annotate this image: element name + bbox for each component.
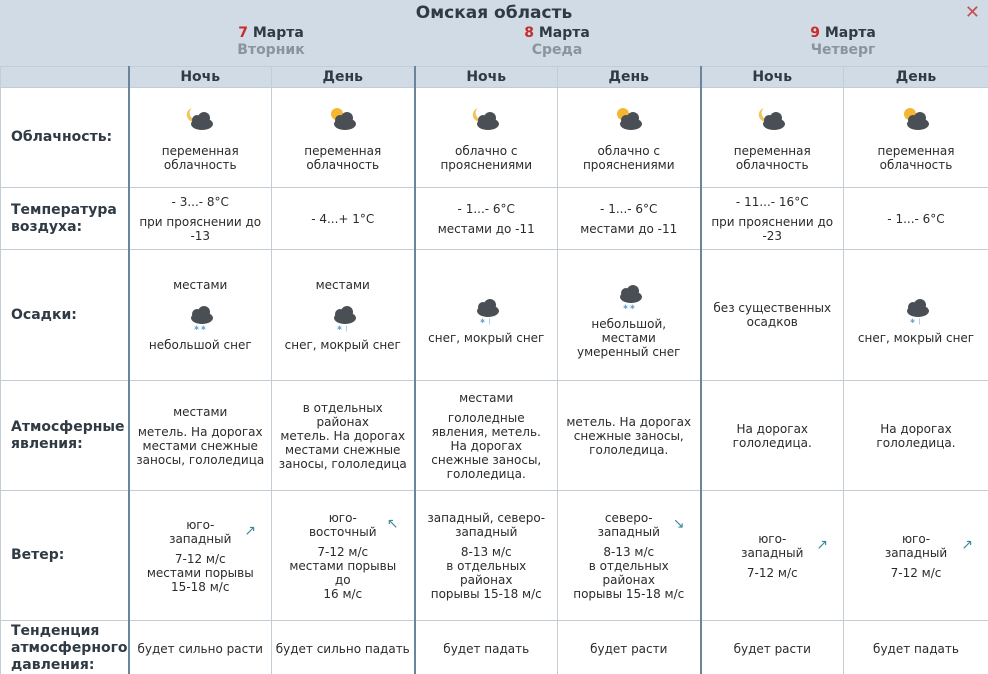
wind-cell (558, 491, 701, 621)
snow-cloud-icon (611, 277, 647, 311)
temp-cell (558, 188, 701, 250)
wind-arrow-icon: ↘ (672, 515, 685, 532)
precip-text: небольшой, (591, 317, 667, 331)
weekday: Вторник (237, 42, 305, 58)
pressure-cell: будет расти (701, 621, 844, 674)
wind-block (561, 511, 697, 601)
wind-cell (701, 491, 844, 621)
day-header-3 (700, 25, 986, 58)
svg-text:✱ ❘: ✱ ❘ (910, 318, 922, 325)
moon-cloud-icon (754, 104, 790, 138)
phenomena-text: метель. На дорогах (566, 414, 692, 429)
precip-text: снег, мокрый снег (857, 331, 975, 345)
wind-direction: юго- (186, 517, 215, 532)
wind-speed: 8-13 м/с (460, 544, 512, 559)
temp-note: при прояснении до (711, 214, 834, 229)
wind-cell (129, 491, 272, 621)
phenomena-text: гололедица. (732, 435, 812, 450)
sun-cloud-icon (898, 104, 934, 138)
wind-arrow-icon: ↗ (961, 536, 973, 553)
wind-speed: 7-12 м/с (174, 551, 226, 566)
wind-arrow-icon: ↗ (244, 522, 256, 539)
precip-text: небольшой снег (148, 338, 252, 352)
temp-note: -23 (762, 228, 783, 243)
svg-text:✱ ✱: ✱ ✱ (194, 325, 207, 332)
precip-text: умеренный снег (577, 345, 681, 359)
phenomena-text: На дорогах (736, 421, 809, 436)
sun-cloud-icon (611, 104, 647, 138)
phenomena-text: местами (173, 404, 228, 419)
label-line: явления: (11, 435, 83, 452)
column-header: День (558, 67, 701, 88)
temp-note: при прояснении до (139, 214, 262, 229)
close-icon[interactable]: ✕ (964, 2, 980, 23)
sleet-cloud-icon (325, 298, 361, 332)
phenomena-cell (415, 381, 558, 491)
wind-cell (844, 491, 988, 621)
cloud-text: облачность (879, 157, 953, 172)
phenomena-text: районах (316, 414, 369, 429)
precip-text: снег, мокрый снег (284, 338, 401, 352)
column-header: Ночь (129, 67, 272, 88)
wind-arrow-icon: ↖ (386, 515, 399, 532)
row-pressure (1, 621, 988, 674)
wind-direction: северо- (604, 510, 653, 525)
phenomena-text: гололедные (447, 410, 525, 425)
row-precipitation (1, 250, 988, 381)
phenomena-text: снежные заносы, (431, 452, 542, 467)
svg-text:✱ ✱: ✱ ✱ (622, 304, 635, 311)
precip-cell (272, 250, 415, 381)
label-line: воздуха: (11, 218, 83, 235)
phenomena-text: метель. На дорогах (137, 424, 263, 439)
row-label (1, 188, 129, 250)
phenomena-text: гололедица. (876, 435, 956, 450)
cloud-text: прояснениями (440, 157, 533, 172)
precip-cell (129, 250, 272, 381)
phenomena-text: заносы, гололедица (136, 452, 265, 467)
wind-speed: 7-12 м/с (317, 544, 369, 559)
precip-cell (701, 250, 844, 381)
wind-direction: западный (455, 524, 518, 539)
cloud-text: переменная (877, 143, 955, 158)
pressure-cell: будет падать (415, 621, 558, 674)
forecast-table (0, 66, 988, 674)
temp-value: - 4...+ 1°C (311, 211, 375, 226)
moon-cloud-icon (182, 104, 218, 138)
day-header-1 (128, 25, 414, 58)
day-number: 7 (238, 25, 248, 41)
wind-direction: западный, северо- (427, 510, 546, 525)
phenomena-text: гололедица. (589, 442, 669, 457)
temp-value: - 1...- 6°C (887, 211, 945, 226)
wind-block (133, 518, 269, 594)
day-number: 8 (524, 25, 534, 41)
wind-block (705, 532, 841, 580)
wind-cell (415, 491, 558, 621)
row-label (1, 621, 129, 674)
wind-speed: 7-12 м/с (746, 565, 798, 580)
forecast-header (0, 0, 988, 66)
temp-value: - 3...- 8°C (171, 194, 229, 209)
phenomena-text: местами снежные (285, 442, 401, 457)
label-line: атмосферного (11, 640, 128, 656)
precip-text: без существенных (713, 301, 832, 315)
cloud-cell (129, 88, 272, 188)
cloud-text: облачность (163, 157, 237, 172)
wind-gust: районах (460, 572, 513, 587)
snow-cloud-icon (182, 298, 218, 332)
temp-note: местами до -11 (437, 221, 535, 236)
label-line: давления: (11, 657, 95, 673)
cloud-cell (558, 88, 701, 188)
temp-cell (701, 188, 844, 250)
phenomena-text: местами снежные (142, 438, 258, 453)
temp-cell (844, 188, 988, 250)
cloud-cell (272, 88, 415, 188)
precip-cell (415, 250, 558, 381)
wind-cell (272, 491, 415, 621)
precip-cell (558, 250, 701, 381)
wind-speed: 8-13 м/с (603, 544, 655, 559)
wind-gust: местами порывы (289, 558, 397, 573)
wind-gust: в отдельных (446, 558, 527, 573)
wind-block (847, 532, 985, 580)
row-label: Осадки: (1, 250, 129, 381)
temp-cell (415, 188, 558, 250)
wind-block (419, 511, 555, 601)
row-label: Облачность: (1, 88, 129, 188)
cloud-text: переменная (161, 143, 239, 158)
day-month: Марта (824, 25, 876, 41)
pressure-cell: будет сильно падать (272, 621, 415, 674)
cloud-text: переменная (733, 143, 811, 158)
wind-direction: западный (884, 545, 948, 560)
temp-value: - 11...- 16°C (735, 194, 809, 209)
precip-scope: местами (173, 278, 228, 292)
phenomena-text: На дорогах (880, 421, 952, 436)
precip-scope: местами (315, 278, 370, 292)
column-header: Ночь (415, 67, 558, 88)
temp-cell (129, 188, 272, 250)
wind-direction: западный (597, 524, 660, 539)
cloud-text: переменная (304, 143, 382, 158)
temp-value: - 1...- 6°C (600, 201, 658, 216)
pressure-cell: будет падать (844, 621, 988, 674)
precip-text: местами (601, 331, 656, 345)
row-wind (1, 491, 988, 621)
day-month: Марта (252, 25, 304, 41)
wind-gust: в отдельных (588, 558, 669, 573)
cloud-text: облачность (735, 157, 809, 172)
cloud-cell (844, 88, 988, 188)
phenomena-cell (129, 381, 272, 491)
pressure-cell: будет сильно расти (129, 621, 272, 674)
row-temperature (1, 188, 988, 250)
temp-note: местами до -11 (580, 221, 678, 236)
cloud-text: облачность (306, 157, 380, 172)
phenomena-text: в отдельных (302, 400, 383, 415)
wind-arrow-icon: ↗ (816, 536, 828, 553)
precip-cell (844, 250, 988, 381)
wind-direction: восточный (308, 524, 377, 539)
column-header: День (844, 67, 988, 88)
precip-text: снег, мокрый снег (428, 331, 545, 345)
phenomena-text: метель. На дорогах (280, 428, 406, 443)
wind-speed: 7-12 м/с (890, 565, 942, 580)
label-line: Тенденция (11, 623, 100, 639)
precip-text: осадков (746, 315, 798, 329)
row-phenomena (1, 381, 988, 491)
phenomena-cell (701, 381, 844, 491)
cloud-text: облачно с (455, 143, 518, 158)
wind-gust: местами порывы (146, 565, 254, 580)
phenomena-text: местами (459, 390, 514, 405)
phenomena-cell (844, 381, 988, 491)
column-header: День (272, 67, 415, 88)
temp-note: -13 (190, 228, 211, 243)
cloud-text: облачно с (597, 143, 660, 158)
svg-text:✱ ❘: ✱ ❘ (336, 325, 349, 332)
day-number: 9 (810, 25, 820, 41)
wind-direction: юго- (758, 531, 787, 546)
weekday: Среда (531, 42, 583, 58)
day-header-2 (414, 25, 700, 58)
wind-direction: юго- (901, 531, 931, 546)
pressure-cell: будет расти (558, 621, 701, 674)
wind-block (275, 511, 411, 601)
day-month: Марта (538, 25, 590, 41)
sleet-cloud-icon (898, 291, 934, 325)
row-label (1, 381, 129, 491)
wind-direction: западный (169, 531, 232, 546)
wind-gust: до (334, 572, 351, 587)
phenomena-text: снежные заносы, (573, 428, 684, 443)
temp-value: - 1...- 6°C (457, 201, 515, 216)
region-title: Омская область (415, 3, 573, 23)
phenomena-cell (558, 381, 701, 491)
weekday: Четверг (810, 42, 876, 58)
phenomena-cell (272, 381, 415, 491)
label-line: Температура (11, 201, 117, 218)
row-label: Ветер: (1, 491, 129, 621)
wind-direction: западный (741, 545, 804, 560)
sleet-cloud-icon (468, 291, 504, 325)
cloud-cell (415, 88, 558, 188)
wind-gust: 16 м/с (323, 586, 363, 601)
wind-gust: порывы 15-18 м/с (573, 586, 685, 601)
cloud-text: прояснениями (582, 157, 675, 172)
temp-cell (272, 188, 415, 250)
corner-cell (1, 67, 129, 88)
phenomena-text: явления, метель. (431, 424, 541, 439)
row-cloudiness (1, 88, 988, 188)
phenomena-text: заносы, гололедица (278, 456, 407, 471)
moon-cloud-icon (468, 104, 504, 138)
phenomena-text: гололедица. (446, 466, 526, 481)
phenomena-text: На дорогах (450, 438, 523, 453)
wind-gust: 15-18 м/с (171, 579, 230, 594)
wind-gust: районах (602, 572, 655, 587)
svg-text:✱ ❘: ✱ ❘ (480, 318, 493, 325)
sun-cloud-icon (325, 104, 361, 138)
wind-direction: юго- (328, 510, 357, 525)
cloud-cell (701, 88, 844, 188)
wind-gust: порывы 15-18 м/с (430, 586, 542, 601)
label-line: Атмосферные (11, 418, 125, 435)
column-header: Ночь (701, 67, 844, 88)
